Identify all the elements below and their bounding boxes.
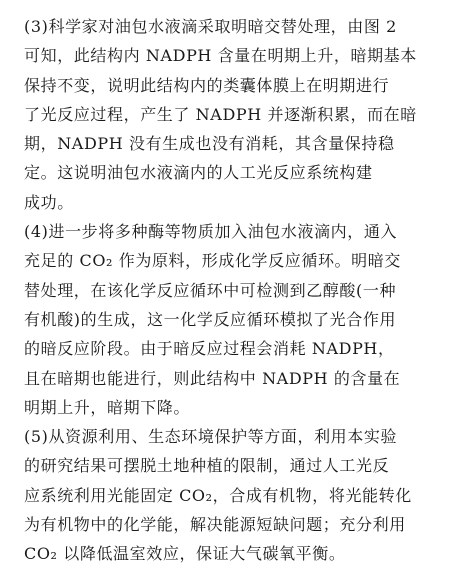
text-line: CO₂ 以降低温室效应，保证大气碳氧平衡。 xyxy=(24,544,346,564)
text-line: 期，NADPH 没有生成也没有消耗，其含量保持稳 xyxy=(24,134,395,154)
text-line: 有机酸)的生成，这一化学反应循环模拟了光合作用 xyxy=(24,309,397,329)
text-line: 了光反应过程，产生了 NADPH 并逐渐积累，而在暗 xyxy=(24,104,417,124)
text-line: 充足的 CO₂ 作为原料，形成化学反应循环。明暗交 xyxy=(24,251,401,271)
text-line: 且在暗期也能进行，则此结构中 NADPH 的含量在 xyxy=(24,368,401,388)
text-line: 定。这说明油包水液滴内的人工光反应系统构建 xyxy=(24,163,373,183)
paragraph-4 xyxy=(24,217,441,422)
text-line: (3)科学家对油包水液滴采取明暗交替处理，由图 2 xyxy=(24,17,397,36)
paragraph-5 xyxy=(24,422,441,568)
text-line: (4)进一步将多种酶等物质加入油包水液滴内，通入 xyxy=(24,222,398,242)
text-line: 的暗反应阶段。由于暗反应过程会消耗 NADPH， xyxy=(24,339,395,359)
text-line: 替处理，在该化学反应循环中可检测到乙醇酸(一种 xyxy=(24,280,397,300)
text-line: 明期上升，暗期下降。 xyxy=(24,397,191,417)
text-line: 成功。 xyxy=(24,192,74,212)
text-line: 为有机物中的化学能，解决能源短缺问题；充分利用 xyxy=(24,515,406,535)
text-line: 应系统利用光能固定 CO₂，合成有机物，将光能转化 xyxy=(24,485,412,505)
text-line: (5)从资源利用、生态环境保护等方面，利用本实验 xyxy=(24,427,398,447)
text-line: 保持不变，说明此结构内的类囊体膜上在明期进行 xyxy=(24,75,390,95)
paragraph-3 xyxy=(24,12,441,217)
text-line: 的研究结果可摆脱土地种植的限制，通过人工光反 xyxy=(24,456,390,476)
text-line: 可知，此结构内 NADPH 含量在明期上升，暗期基本 xyxy=(24,46,417,66)
